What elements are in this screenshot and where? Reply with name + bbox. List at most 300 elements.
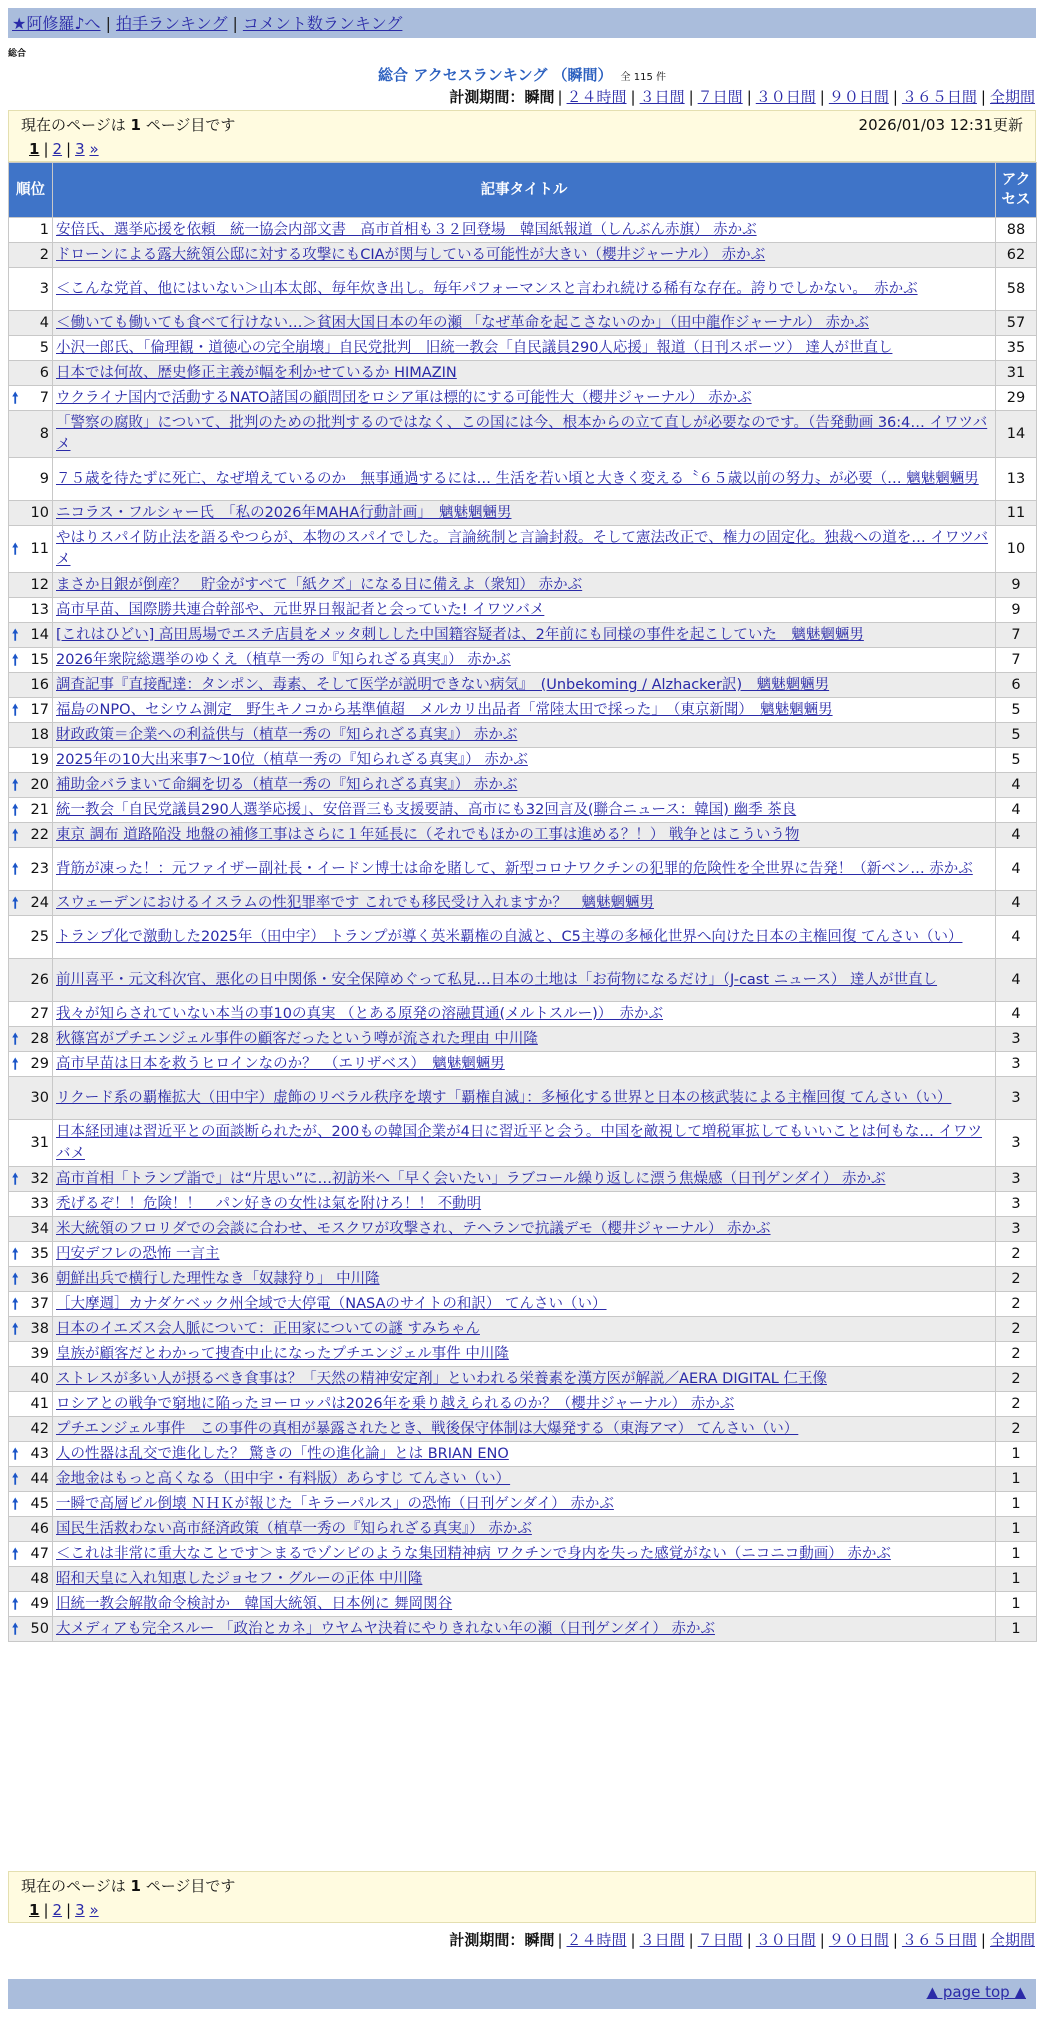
- period-link[interactable]: ２４時間: [566, 1931, 627, 1949]
- article-title-link[interactable]: ドローンによる露大統領公邸に対する攻撃にもCIAが関与している可能性が大きい（櫻井ジャーナル） 赤かぶ: [56, 247, 766, 263]
- table-row: [9, 361, 1037, 386]
- rank-number: 10: [30, 505, 49, 521]
- rank-number: 38: [30, 1321, 49, 1337]
- article-title-link[interactable]: 旧統一教会解散命令検討か 韓国大統領、日本例に 舞岡関谷: [56, 1596, 453, 1612]
- period-separator: |: [746, 1931, 752, 1949]
- access-count: 1: [996, 1517, 1037, 1542]
- rank-cell: [9, 268, 53, 311]
- title-cell: [53, 458, 996, 501]
- table-row: [9, 723, 1037, 748]
- article-title-link[interactable]: トランプ化で激動した2025年（田中宇） トランプが導く英米覇権の自滅と、C5主導の多極化世界へ向けた日本の主権回復 てんさい（い）: [56, 929, 963, 945]
- page-link[interactable]: 3: [75, 140, 85, 158]
- rank-up-arrow-icon: 🠕: [12, 894, 19, 912]
- table-row: [9, 336, 1037, 361]
- rank-up-arrow-icon: 🠕: [12, 1270, 19, 1288]
- rank-cell: [9, 1492, 53, 1517]
- access-count: 3: [996, 1052, 1037, 1077]
- table-row: [9, 501, 1037, 526]
- period-separator: |: [819, 1931, 825, 1949]
- rank-number: 41: [30, 1396, 49, 1412]
- col-rank-header: 順位: [9, 163, 53, 218]
- title-cell: [53, 1417, 996, 1442]
- title-cell: [53, 361, 996, 386]
- table-row: [9, 1617, 1037, 1642]
- rank-up-arrow-icon: 🠕: [12, 776, 19, 794]
- access-count: 2: [996, 1267, 1037, 1292]
- page-next-link[interactable]: »: [89, 140, 99, 158]
- article-title-link[interactable]: ［大摩週］カナダケベック州全域で大停電（NASAのサイトの和訳） てんさい（い）: [56, 1296, 607, 1312]
- access-count: 10: [996, 526, 1037, 573]
- access-count: 1: [996, 1492, 1037, 1517]
- pager-text-prefix: 現在のページは: [21, 1877, 126, 1895]
- rank-number: 23: [30, 861, 49, 877]
- access-count: 6: [996, 673, 1037, 698]
- article-title-link[interactable]: やはりスパイ防止法を語るやつらが、本物のスパイでした。言論統制と言論封殺。そして憲法改正で、権力の固定化。独裁への道を… イワツバメ: [56, 530, 989, 568]
- article-title-link[interactable]: 秋篠宮がプチエンジェル事件の顧客だったという噂が流された理由 中川隆: [56, 1031, 538, 1047]
- table-row: [9, 598, 1037, 623]
- pager-info-row: [21, 113, 1023, 137]
- access-count: 3: [996, 1077, 1037, 1120]
- rank-cell: [9, 1367, 53, 1392]
- article-title-link[interactable]: 朝鮮出兵で横行した理性なき「奴隷狩り」 中川隆: [56, 1271, 380, 1287]
- table-row: [9, 959, 1037, 1002]
- access-count: 9: [996, 573, 1037, 598]
- period-link[interactable]: ９０日間: [828, 1931, 889, 1949]
- article-title-link[interactable]: ７５歳を待たずに死亡、なぜ増えているのか 無事通過するには… 生活を若い頃と大きく変える〝６５歳以前の努力〟が必要（… 魑魅魍魎男: [56, 471, 979, 487]
- rank-number: 34: [30, 1221, 49, 1237]
- rank-cell: [9, 1242, 53, 1267]
- article-title-link[interactable]: 小沢一郎氏、「倫理観・道徳心の完全崩壊」自民党批判 旧統一教会「自民議員290人応援」報道（日刊スポーツ） 達人が世直し: [56, 340, 893, 356]
- rank-cell: [9, 673, 53, 698]
- article-title-link[interactable]: 財政政策＝企業への利益供与（植草一秀の『知られざる真実』） 赤かぶ: [56, 727, 518, 743]
- rank-cell: [9, 1417, 53, 1442]
- nav-home-link[interactable]: ★阿修羅♪へ: [12, 14, 101, 33]
- access-count: 62: [996, 243, 1037, 268]
- article-title-link[interactable]: 「警察の腐敗」について、批判のための批判するのではなく、この国には今、根本からの立て直しが必要なのです。（告発動画 36:4… イワツバメ: [56, 415, 988, 453]
- total-count: 全 115 件: [620, 72, 666, 83]
- article-title-link[interactable]: 日本では何故、歴史修正主義が幅を利かせているか HIMAZIN: [56, 365, 457, 381]
- period-link[interactable]: ３日間: [639, 1931, 685, 1949]
- access-count: 1: [996, 1542, 1037, 1567]
- article-title-link[interactable]: 大メディアも完全スルー 「政治とカネ」ウヤムヤ決着にやりきれない年の瀬（日刊ゲンダイ） 赤かぶ: [56, 1621, 715, 1637]
- rank-number: 6: [39, 365, 49, 381]
- rank-number: 45: [30, 1496, 49, 1512]
- nav-separator: |: [105, 14, 111, 33]
- access-count: 4: [996, 891, 1037, 916]
- period-link[interactable]: ９０日間: [828, 88, 889, 106]
- nav-clap-ranking-link[interactable]: 拍手ランキング: [115, 14, 228, 33]
- rank-up-arrow-icon: 🠕: [12, 1545, 19, 1563]
- rank-number: 28: [30, 1031, 49, 1047]
- period-separator: |: [688, 88, 694, 106]
- title-cell: [53, 1542, 996, 1567]
- table-row: [9, 623, 1037, 648]
- table-row: [9, 311, 1037, 336]
- period-link[interactable]: ７日間: [697, 88, 743, 106]
- article-title-link[interactable]: ＜こんな党首、他にはいない＞山本太郎、毎年炊き出し。毎年パフォーマンスと言われ続ける稀有な存在。誇りでしかない。 赤かぶ: [56, 281, 918, 297]
- article-title-link[interactable]: 2025年の10大出来事7～10位（植草一秀の『知られざる真実』） 赤かぶ: [56, 752, 528, 768]
- rank-cell: [9, 1467, 53, 1492]
- period-link[interactable]: ３０日間: [755, 1931, 816, 1949]
- pager-text-prefix: 現在のページは: [21, 116, 126, 134]
- rank-number: 46: [30, 1521, 49, 1537]
- rank-number: 24: [30, 895, 49, 911]
- table-row: [9, 891, 1037, 916]
- rank-up-arrow-icon: 🠕: [12, 1030, 19, 1048]
- article-title-link[interactable]: ＜これは非常に重大なことです＞まるでゾンビのような集団精神病 ワクチンで身内を失った感覚がない（ニコニコ動画） 赤かぶ: [56, 1546, 891, 1562]
- article-title-link[interactable]: 円安デフレの恐怖 一言主: [56, 1246, 220, 1262]
- rank-up-arrow-icon: 🠕: [12, 701, 19, 719]
- nav-comment-ranking-link[interactable]: コメント数ランキング: [242, 14, 403, 33]
- article-title-link[interactable]: スウェーデンにおけるイスラムの性犯罪率です これでも移民受け入れますか？ 魑魅魍魎男: [56, 895, 654, 911]
- title-cell: [53, 218, 996, 243]
- title-cell: [53, 1217, 996, 1242]
- rank-cell: [9, 501, 53, 526]
- rank-number: 25: [30, 929, 49, 945]
- table-row: [9, 1542, 1037, 1567]
- rank-cell: [9, 648, 53, 673]
- table-row: [9, 823, 1037, 848]
- article-title-link[interactable]: ＜働いても働いても食べて行けない…＞貧困大国日本の年の瀬 「なぜ革命を起こさないのか」（田中龍作ジャーナル） 赤かぶ: [56, 315, 869, 331]
- article-title-link[interactable]: 禿げるぞ！！危険！！ パン好きの女性は氣を附けろ！！ 不動明: [56, 1196, 482, 1212]
- rank-cell: [9, 243, 53, 268]
- period-selector-bottom: [449, 1929, 1036, 1950]
- access-count: 1: [996, 1592, 1037, 1617]
- table-row: [9, 1342, 1037, 1367]
- article-title-link[interactable]: 前川喜平・元文科次官、悪化の日中関係・安全保障めぐって私見…日本の土地は「お荷物になるだけ」（J-cast ニュース） 達人が世直し: [56, 972, 938, 988]
- access-count: 31: [996, 361, 1037, 386]
- page-next-link[interactable]: »: [89, 1901, 99, 1919]
- rank-number: 48: [30, 1571, 49, 1587]
- access-count: 57: [996, 311, 1037, 336]
- rank-number: 12: [30, 577, 49, 593]
- rank-number: 16: [30, 677, 49, 693]
- rank-up-arrow-icon: 🠕: [12, 540, 19, 558]
- pager-bottom: [8, 1871, 1036, 1923]
- col-access-header: アクセス: [996, 163, 1037, 218]
- article-title-link[interactable]: ストレスが多い人が摂るべき食事は？「天然の精神安定剤」といわれる栄養素を漢方医が解説／AERA DIGITAL 仁王像: [56, 1371, 827, 1387]
- article-title-link[interactable]: 高市首相「トランプ詣で」は“片思い”に…初訪米へ「早く会いたい」ラブコール繰り返しに漂う焦燥感（日刊ゲンダイ） 赤かぶ: [56, 1171, 886, 1187]
- rank-up-arrow-icon: 🠕: [12, 1595, 19, 1613]
- article-title-link[interactable]: 人の性器は乱交で進化した？ 驚きの「性の進化論」とは BRIAN ENO: [56, 1446, 509, 1462]
- table-row: [9, 386, 1037, 411]
- access-count: 3: [996, 1192, 1037, 1217]
- table-row: [9, 1592, 1037, 1617]
- rank-cell: [9, 823, 53, 848]
- table-row: [9, 1442, 1037, 1467]
- rank-cell: [9, 959, 53, 1002]
- rank-cell: [9, 336, 53, 361]
- table-row: [9, 411, 1037, 458]
- rank-number: 7: [39, 390, 49, 406]
- page-link[interactable]: 3: [75, 1901, 85, 1919]
- period-separator: |: [630, 88, 636, 106]
- page-separator: |: [43, 140, 49, 158]
- article-title-link[interactable]: 背筋が凍った！：元ファイザー副社長・イードン博士は命を賭して、新型コロナワクチンの犯罪的危険性を全世界に告発！（新ベン… 赤かぶ: [56, 861, 973, 877]
- table-row: [9, 1027, 1037, 1052]
- title-cell: [53, 1342, 996, 1367]
- rank-number: 26: [30, 972, 49, 988]
- article-title-link[interactable]: ウクライナ国内で活動するNATO諸国の顧問団をロシア軍は標的にする可能性大（櫻井ジャーナル） 赤かぶ: [56, 390, 752, 406]
- article-title-link[interactable]: 福島のNPO、セシウム測定 野生キノコから基準値超 メルカリ出品者「常陸太田で採った」 （東京新聞） 魑魅魍魎男: [56, 702, 833, 718]
- table-row: [9, 798, 1037, 823]
- title-cell: [53, 1617, 996, 1642]
- title-cell: [53, 1052, 996, 1077]
- title-cell: [53, 1120, 996, 1167]
- rank-cell: [9, 916, 53, 959]
- rank-number: 15: [30, 652, 49, 668]
- title-cell: [53, 823, 996, 848]
- rank-number: 20: [30, 777, 49, 793]
- rank-up-arrow-icon: 🠕: [12, 1445, 19, 1463]
- rank-number: 19: [30, 752, 49, 768]
- period-label: 計測期間：: [449, 88, 525, 106]
- title-cell: [53, 311, 996, 336]
- access-count: 1: [996, 1617, 1037, 1642]
- rank-number: 29: [30, 1056, 49, 1072]
- access-count: 2: [996, 1242, 1037, 1267]
- access-count: 2: [996, 1392, 1037, 1417]
- pager-status: [21, 1874, 235, 1898]
- rank-number: 40: [30, 1371, 49, 1387]
- ranking-table: [8, 162, 1037, 1642]
- access-count: 4: [996, 773, 1037, 798]
- rank-up-arrow-icon: 🠕: [12, 1245, 19, 1263]
- rank-number: 42: [30, 1421, 49, 1437]
- access-count: 5: [996, 698, 1037, 723]
- table-row: [9, 848, 1037, 891]
- title-cell: [53, 848, 996, 891]
- pager-links: [21, 137, 1023, 161]
- rank-cell: [9, 848, 53, 891]
- article-title-link[interactable]: 補助金バラまいて命綱を切る（植草一秀の『知られざる真実』） 赤かぶ: [56, 777, 518, 793]
- rank-cell: [9, 1167, 53, 1192]
- page-link[interactable]: 2: [52, 140, 63, 158]
- table-row: [9, 1292, 1037, 1317]
- article-title-link[interactable]: 皇族が顧客だとわかって捜査中止になったプチエンジェル事件 中川隆: [56, 1346, 509, 1362]
- table-row: [9, 1417, 1037, 1442]
- rank-up-arrow-icon: 🠕: [12, 826, 19, 844]
- table-row: [9, 1002, 1037, 1027]
- rank-number: 3: [39, 281, 49, 297]
- page-current: 1: [29, 140, 40, 158]
- pager-text-suffix: ページ目です: [145, 1877, 236, 1895]
- article-title-link[interactable]: 東京 調布 道路陥没 地盤の補修工事はさらに１年延長に（それでもほかの工事は進める？！） 戦争とはこういう物: [56, 827, 800, 843]
- title-cell: [53, 573, 996, 598]
- rank-cell: [9, 1392, 53, 1417]
- article-title-link[interactable]: 調査記事『直接配達：タンポン、毒素、そして医学が説明できない病気』 (Unbekoming / Alzhacker訳) 魑魅魍魎男: [56, 677, 830, 693]
- period-link[interactable]: ３６５日間: [901, 1931, 977, 1949]
- rank-number: 31: [30, 1135, 49, 1151]
- rank-number: 1: [39, 222, 49, 238]
- table-row: [9, 1567, 1037, 1592]
- rank-up-arrow-icon: 🠕: [12, 389, 19, 407]
- rank-number: 36: [30, 1271, 49, 1287]
- access-count: 5: [996, 723, 1037, 748]
- period-separator: |: [892, 88, 898, 106]
- article-title-link[interactable]: 日本経団連は習近平との面談断られたが、200もの韓国企業が4日に習近平と会う。中国を敵視して増税軍拡してもいいことは何もな… イワツバメ: [56, 1124, 983, 1162]
- rank-cell: [9, 458, 53, 501]
- period-link[interactable]: ２４時間: [566, 88, 627, 106]
- table-row: [9, 1192, 1037, 1217]
- rank-cell: [9, 573, 53, 598]
- article-title-link[interactable]: 2026年衆院総選挙のゆくえ（植草一秀の『知られざる真実』） 赤かぶ: [56, 652, 511, 668]
- rank-cell: [9, 386, 53, 411]
- rank-cell: [9, 1292, 53, 1317]
- article-title-link[interactable]: 金地金はもっと高くなる（田中宇・有料版）あらすじ てんさい（い）: [56, 1471, 511, 1487]
- title-cell: [53, 1192, 996, 1217]
- rank-cell: [9, 1542, 53, 1567]
- period-link[interactable]: 全期間: [989, 88, 1035, 106]
- access-count: 7: [996, 623, 1037, 648]
- rank-cell: [9, 1217, 53, 1242]
- article-title-link[interactable]: 高市早苗、国際勝共連合幹部や、元世界日報記者と会っていた! イワツバメ: [56, 602, 545, 618]
- access-count: 1: [996, 1467, 1037, 1492]
- period-link[interactable]: ３６５日間: [901, 88, 977, 106]
- rank-cell: [9, 1027, 53, 1052]
- period-link[interactable]: 全期間: [989, 1931, 1035, 1949]
- rank-number: 11: [30, 541, 49, 557]
- rank-cell: [9, 411, 53, 458]
- title-cell: [53, 773, 996, 798]
- access-count: 3: [996, 1217, 1037, 1242]
- rank-number: 30: [30, 1090, 49, 1106]
- article-title-link[interactable]: 国民生活救わない高市経済政策（植草一秀の『知られざる真実』） 赤かぶ: [56, 1521, 532, 1537]
- article-title-link[interactable]: ニコラス・フルシャー氏 「私の2026年MAHA行動計画」 魑魅魍魎男: [56, 505, 512, 521]
- table-row: [9, 458, 1037, 501]
- title-cell: [53, 598, 996, 623]
- table-row: [9, 673, 1037, 698]
- article-title-link[interactable]: 統一教会「自民党議員290人選挙応援」、安倍晋三も支援要請、高市にも32回言及(聯合ニュース：韓国) 幽季 茶良: [56, 802, 797, 818]
- rank-number: 17: [30, 702, 49, 718]
- rank-number: 5: [39, 340, 49, 356]
- rank-cell: [9, 723, 53, 748]
- access-count: 1: [996, 1442, 1037, 1467]
- rank-up-arrow-icon: 🠕: [12, 1295, 19, 1313]
- table-row: [9, 218, 1037, 243]
- table-row: [9, 268, 1037, 311]
- col-title-header: 記事タイトル: [53, 163, 996, 218]
- rank-number: 14: [30, 627, 49, 643]
- article-title-link[interactable]: 安倍氏、選挙応援を依頼 統一協会内部文書 高市首相も３２回登場 韓国紙報道（しんぶん赤旗） 赤かぶ: [56, 222, 757, 238]
- title-cell: [53, 1317, 996, 1342]
- rank-up-arrow-icon: 🠕: [12, 626, 19, 644]
- title-cell: [53, 891, 996, 916]
- title-cell: [53, 1442, 996, 1467]
- rank-cell: [9, 1592, 53, 1617]
- title-cell: [53, 1392, 996, 1417]
- rank-number: 43: [30, 1446, 49, 1462]
- title-cell: [53, 1467, 996, 1492]
- period-link[interactable]: ７日間: [697, 1931, 743, 1949]
- article-title-link[interactable]: リクード系の覇権拡大（田中宇）虚飾のリベラル秩序を壊す「覇権自滅」：多極化する世界と日本の核武装による主権回復 てんさい（い）: [56, 1090, 952, 1106]
- access-count: 4: [996, 916, 1037, 959]
- access-count: 88: [996, 218, 1037, 243]
- period-separator: |: [980, 1931, 986, 1949]
- rank-cell: [9, 1567, 53, 1592]
- rank-number: 27: [30, 1006, 49, 1022]
- article-title-link[interactable]: 米大統領のフロリダでの会談に合わせ、モスクワが攻撃され、テヘランで抗議デモ（櫻井ジャーナル） 赤かぶ: [56, 1221, 771, 1237]
- article-title-link[interactable]: 日本のイエズス会人脈について：正田家についての謎 すみちゃん: [56, 1321, 480, 1337]
- table-row: [9, 1392, 1037, 1417]
- article-title-link[interactable]: まさか日銀が倒産？ 貯金がすべて「紙クズ」になる日に備えよ（衆知） 赤かぶ: [56, 577, 583, 593]
- title-cell: [53, 723, 996, 748]
- rank-number: 2: [39, 247, 49, 263]
- rank-cell: [9, 1617, 53, 1642]
- rank-up-arrow-icon: 🠕: [12, 1495, 19, 1513]
- rank-up-arrow-icon: 🠕: [12, 860, 19, 878]
- rank-cell: [9, 598, 53, 623]
- rank-number: 44: [30, 1471, 49, 1487]
- title-cell: [53, 1517, 996, 1542]
- page-separator: |: [43, 1901, 49, 1919]
- table-row: [9, 916, 1037, 959]
- rank-cell: [9, 1342, 53, 1367]
- table-row: [9, 1217, 1037, 1242]
- article-title-link[interactable]: ロシアとの戦争で窮地に陥ったヨーロッパは2026年を乗り越えられるのか？（櫻井ジャーナル） 赤かぶ: [56, 1396, 735, 1412]
- rank-number: 21: [30, 802, 49, 818]
- title-cell: [53, 1367, 996, 1392]
- article-title-link[interactable]: 一瞬で高層ビル倒壊 ＮＨＫが報じた「キラーパルス」の恐怖（日刊ゲンダイ） 赤かぶ: [56, 1496, 614, 1512]
- article-title-link[interactable]: 高市早苗は日本を救うヒロインなのか？ （エリザベス） 魑魅魍魎男: [56, 1056, 505, 1072]
- article-title-link[interactable]: 昭和天皇に入れ知恵したジョセフ・グルーの正体 中川隆: [56, 1571, 423, 1587]
- table-row: [9, 1120, 1037, 1167]
- page-top-link[interactable]: ▲ page top ▲: [926, 1983, 1026, 2001]
- period-current: 瞬間: [524, 88, 555, 106]
- access-count: 7: [996, 648, 1037, 673]
- page-separator: |: [66, 140, 72, 158]
- article-title-link[interactable]: プチエンジェル事件 この事件の真相が暴露されたとき、戦後保守体制は大爆発する（東海アマ） てんさい（い）: [56, 1421, 799, 1437]
- period-separator: |: [892, 1931, 898, 1949]
- table-row: [9, 748, 1037, 773]
- rank-up-arrow-icon: 🠕: [12, 1170, 19, 1188]
- period-separator: |: [557, 1931, 563, 1949]
- rank-cell: [9, 311, 53, 336]
- title-cell: [53, 648, 996, 673]
- table-header-row: [9, 163, 1037, 218]
- table-row: [9, 526, 1037, 573]
- rank-number: 18: [30, 727, 49, 743]
- title-cell: [53, 526, 996, 573]
- title-cell: [53, 959, 996, 1002]
- pager-top: [8, 110, 1036, 162]
- article-title-link[interactable]: [これはひどい] 高田馬場でエステ店員をメッタ刺しした中国籍容疑者は、2年前にも同様の事件を起こしていた 魑魅魍魎男: [56, 627, 864, 643]
- rank-cell: [9, 1517, 53, 1542]
- pager-info-row: [21, 1874, 1023, 1898]
- access-count: 4: [996, 959, 1037, 1002]
- access-count: 4: [996, 798, 1037, 823]
- title-cell: [53, 916, 996, 959]
- page-link[interactable]: 2: [52, 1901, 63, 1919]
- table-row: [9, 1492, 1037, 1517]
- title-cell: [53, 1267, 996, 1292]
- access-count: 3: [996, 1027, 1037, 1052]
- period-link[interactable]: ３日間: [639, 88, 685, 106]
- rank-cell: [9, 1002, 53, 1027]
- rank-cell: [9, 773, 53, 798]
- rank-up-arrow-icon: 🠕: [12, 1470, 19, 1488]
- access-count: 2: [996, 1417, 1037, 1442]
- period-link[interactable]: ３０日間: [755, 88, 816, 106]
- access-count: 2: [996, 1367, 1037, 1392]
- title-cell: [53, 1592, 996, 1617]
- access-count: 5: [996, 748, 1037, 773]
- rank-number: 35: [30, 1246, 49, 1262]
- table-row: [9, 1317, 1037, 1342]
- rank-cell: [9, 526, 53, 573]
- title-cell: [53, 798, 996, 823]
- article-title-link[interactable]: 我々が知らされていない本当の事10の真実 （とある原発の溶融貫通(メルトスルー)） 赤かぶ: [56, 1006, 663, 1022]
